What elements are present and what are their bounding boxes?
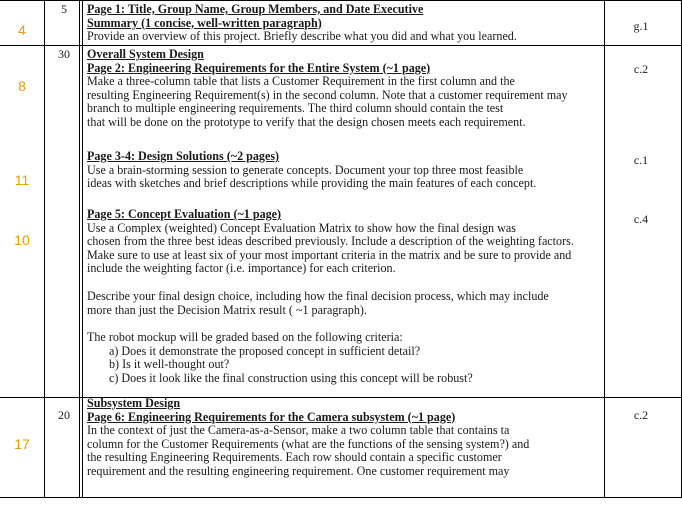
section-header: Overall System Design — [87, 47, 204, 61]
outcome-code: c.1 — [633, 153, 649, 167]
row-text — [87, 397, 599, 479]
table-divider — [0, 0, 682, 1]
text-line: ideas with sketches and brief descriptions while providing the main features of each concept. — [87, 176, 537, 191]
row-number: 17 — [14, 436, 30, 452]
text-line: In the context of just the Camera-as-a-Sensor, make a two column table that contains ta — [87, 423, 510, 438]
points-value: 20 — [58, 408, 70, 422]
text-line: Describe your final design choice, including how the final decision process, which may include — [87, 288, 549, 303]
row-number: 11 — [14, 172, 30, 188]
text-line: branch to multiple engineering requirements. The third column should contain the test — [87, 101, 504, 116]
text-line: resulting Engineering Requirement(s) in the second column. Note that a customer requirement may — [87, 87, 568, 102]
table-divider — [82, 0, 83, 497]
text-line: that will be done on the prototype to verify that the design chosen meets each requirement. — [87, 114, 526, 129]
row-text — [87, 208, 599, 386]
outcome-code: c.2 — [633, 408, 649, 422]
outcome-code: g.1 — [633, 19, 649, 33]
text-line: column for the Customer Requirements (what are the functions of the sensing system?) and — [87, 436, 530, 451]
text-line: Page 6: Engineering Requirements for the Camera subsystem (~1 page) — [87, 409, 456, 424]
text-line: Page 5: Concept Evaluation (~1 page) — [87, 207, 282, 221]
text-line: requirement and the resulting engineering requirement. One customer requirement may — [87, 463, 510, 478]
text-line: the resulting Engineering Requirements. Each row should contain a specific customer — [87, 450, 502, 465]
section-header: Subsystem Design — [87, 396, 181, 410]
table-divider — [44, 0, 45, 497]
text-line: Summary (1 concise, well-written paragraph) — [87, 15, 322, 30]
criteria-item: b) Is it well-thought out? — [109, 357, 230, 372]
criteria-item: a) Does it demonstrate the proposed concept in sufficient detail? — [109, 343, 421, 358]
text-line: The robot mockup will be graded based on the following criteria: — [87, 330, 403, 345]
table-divider — [0, 45, 682, 46]
text-line: Use a Complex (weighted) Concept Evaluation Matrix to show how the final design was — [87, 220, 516, 235]
text-line: include the weighting factor (i.e. importance) for each criterion. — [87, 261, 396, 276]
text-line: Make a three-column table that lists a Customer Requirement in the first column and the — [87, 74, 515, 89]
text-line: Make sure to use at least six of your most important criteria in the matrix and be sure to provide and — [87, 247, 572, 262]
row-text — [87, 150, 599, 191]
row-number: 8 — [18, 78, 26, 94]
table-divider — [604, 0, 605, 497]
criteria-item: c) Does it look like the final construction using this concept will be robust? — [109, 370, 473, 385]
text-line: chosen from the three best ideas described previously. Include a description of the weighting factors. — [87, 234, 574, 249]
points-value: 5 — [61, 2, 67, 16]
outcome-code: c.2 — [633, 62, 649, 76]
row-number: 4 — [18, 22, 26, 38]
text-line: Page 1: Title, Group Name, Group Members, and Date Executive — [87, 2, 424, 16]
text-line: Use a brain-storming session to generate concepts. Document your top three most feasible — [87, 162, 524, 177]
row-text — [87, 3, 599, 44]
text-line: more than just the Decision Matrix result ( ~1 paragraph). — [87, 302, 367, 317]
points-value: 30 — [58, 47, 70, 61]
table-divider — [79, 0, 80, 497]
text-line: Page 2: Engineering Requirements for the Entire System (~1 page) — [87, 60, 431, 75]
text-line: Provide an overview of this project. Briefly describe what you did and what you learned. — [87, 29, 517, 44]
outcome-code: c.4 — [633, 212, 649, 226]
table-divider — [0, 497, 682, 498]
row-text — [87, 48, 599, 130]
row-number: 10 — [14, 232, 30, 248]
text-line: Page 3-4: Design Solutions (~2 pages) — [87, 149, 280, 163]
